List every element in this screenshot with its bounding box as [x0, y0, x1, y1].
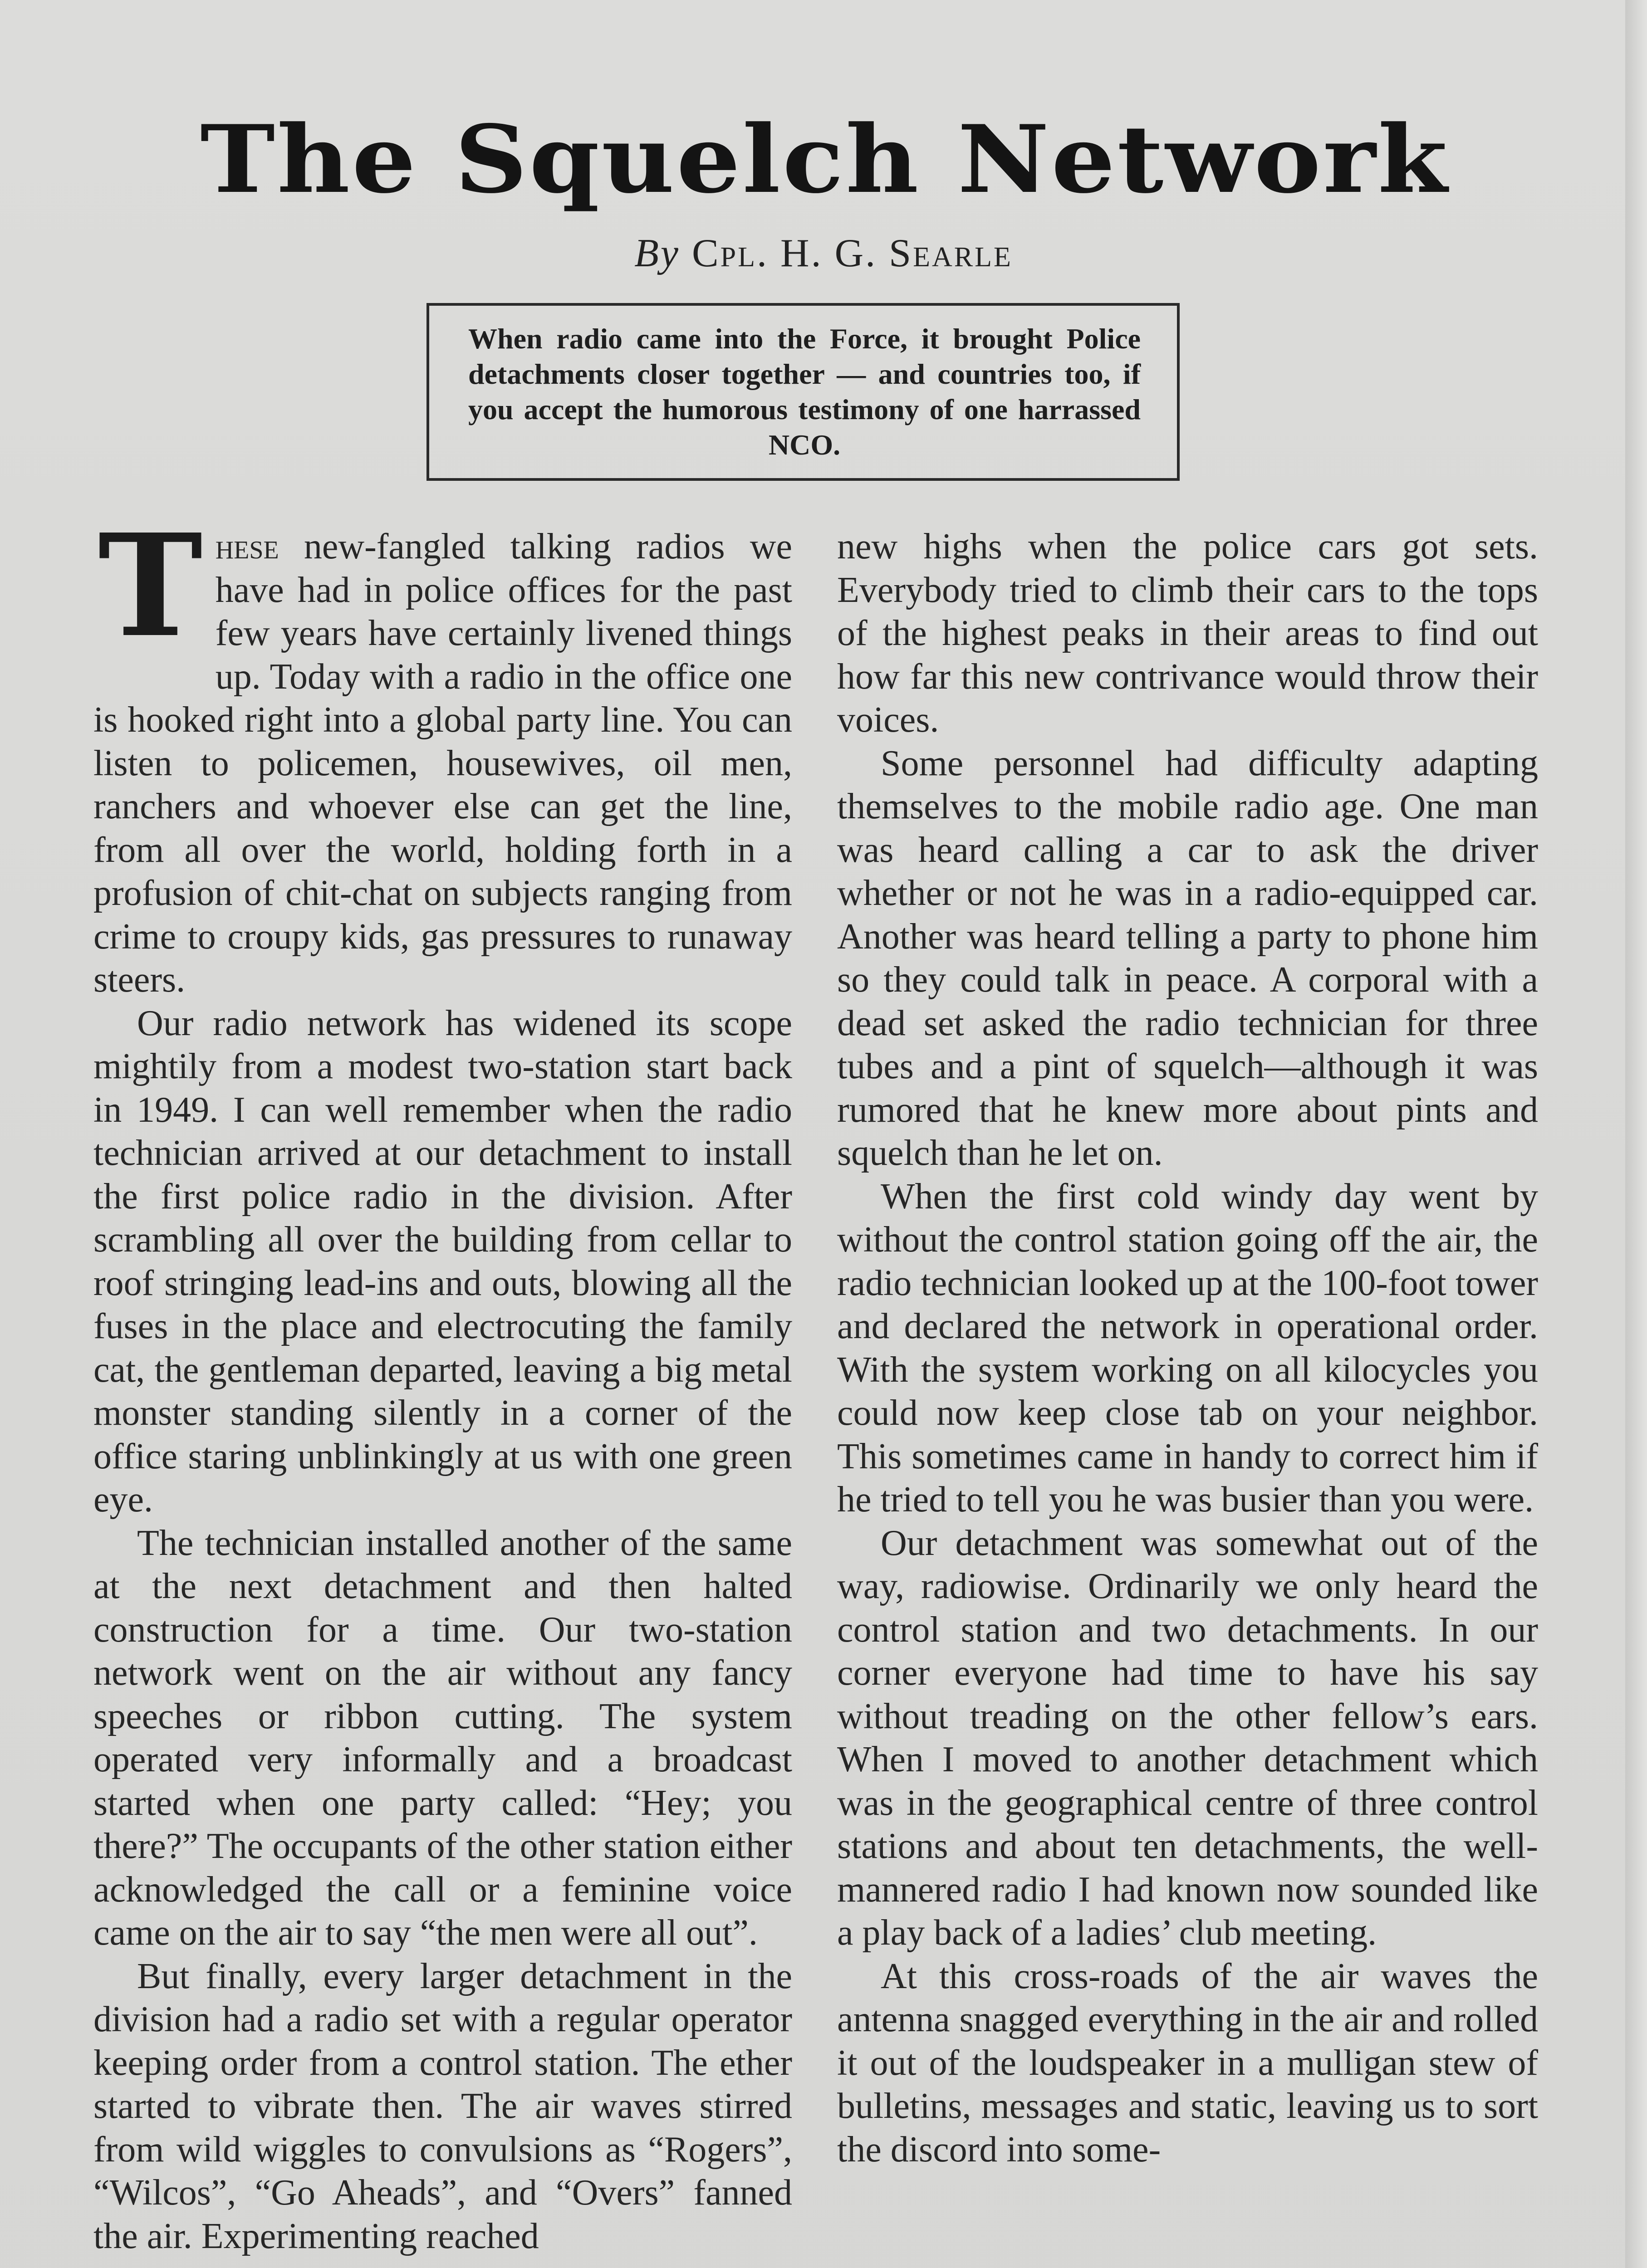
paragraph: The technician installed another of the same at the next detachment and then halted construction for a time. Our two-station network went on the air without any fancy speeches or ribbon cutting. The system operated very informally and a broadcast started when one party called: “Hey; you there?” The occupants of the other station either acknowledged the call or a feminine voice came on the air to say “the men were all out”. — [93, 1523, 792, 1953]
abstract-box: When radio came into the Force, it brought Police detachments closer together — and countries too, if you accept the humorous testimony of one harrassed NCO. — [426, 303, 1180, 481]
byline-prefix: By — [634, 231, 680, 275]
paragraph: Some personnel had difficulty adapting themselves to the mobile radio age. One man was heard calling a car to ask the driver whether or not he was in a radio-equipped car. Another was heard telling a party to phone him so they could talk in peace. A corporal with a dead set asked the radio technician for three tubes and a pint of squelch—although it was rumored that he knew more about pints and squelch than he let on. — [837, 743, 1538, 1173]
paragraph-text: new-fangled talking radios we have had in police offices for the past few years have certainly livened things up. Today with a radio in the office one is hooked right into a global party line. You can listen to policemen, housewives, oil men, ranchers and whoever else can get the line, from all over the world, holding forth in a profusion of chit-chat on subjects ranging from crime to croupy kids, gas pressures to runaway steers. — [93, 527, 792, 1000]
byline — [0, 230, 1647, 276]
page-edge — [1625, 0, 1647, 2268]
drop-cap: T — [98, 503, 203, 669]
column-right — [837, 525, 1538, 2171]
author-name: Cpl. H. G. Searle — [691, 231, 1013, 275]
paragraph: Our detachment was somewhat out of the way, radiowise. Ordinarily we only heard the control station and two detachments. In our corner everyone had time to have his say without treading on the other fellow’s ears. When I moved to another detachment which was in the geographical centre of three control stations and about ten detachments, the well-mannered radio I had known now sounded like a play back of a ladies’ club meeting. — [837, 1523, 1538, 1953]
lead-in: hese — [215, 527, 279, 567]
paragraph: When the first cold windy day went by without the control station going off the air, the radio technician looked up at the 100-foot tower and declared the network in operational order. With the system working on all kilocycles you could now keep close tab on your neighbor. This sometimes came in handy to correct him if he tried to tell you he was busier than you were. — [837, 1176, 1538, 1520]
article-title: The Squelch Network — [200, 105, 1450, 214]
paragraph: At this cross-roads of the air waves the antenna snagged everything in the air and rolled it out of the loudspeaker in a mulligan stew of bulletins, messages and static, leaving us to sort the discord into some- — [837, 1956, 1538, 2170]
paragraph: But finally, every larger detachment in the division had a radio set with a regular operator keeping order from a control station. The ether started to vibrate then. The air waves stirred from wild wiggles to convulsions as “Rogers”, “Wilcos”, “Go Aheads”, and “Overs” fanned the air. Experimenting reached — [93, 1956, 792, 2256]
paragraph: Our radio network has widened its scope mightily from a modest two-station start back in 1949. I can well remember when the radio technician arrived at our detachment to install the first police radio in the division. After scrambling all over the building from cellar to roof stringing lead-ins and outs, blowing all the fuses in the place and electrocuting the family cat, the gentleman departed, leaving a big metal monster standing silently in a corner of the office staring unblinkingly at us with one green eye. — [93, 1003, 792, 1520]
paragraph: new highs when the police cars got sets. Everybody tried to climb their cars to the tops of the highest peaks in their areas to find out how far this new contrivance would throw their voices. — [837, 527, 1538, 740]
paragraph — [93, 503, 792, 1002]
column-left — [93, 503, 792, 2258]
